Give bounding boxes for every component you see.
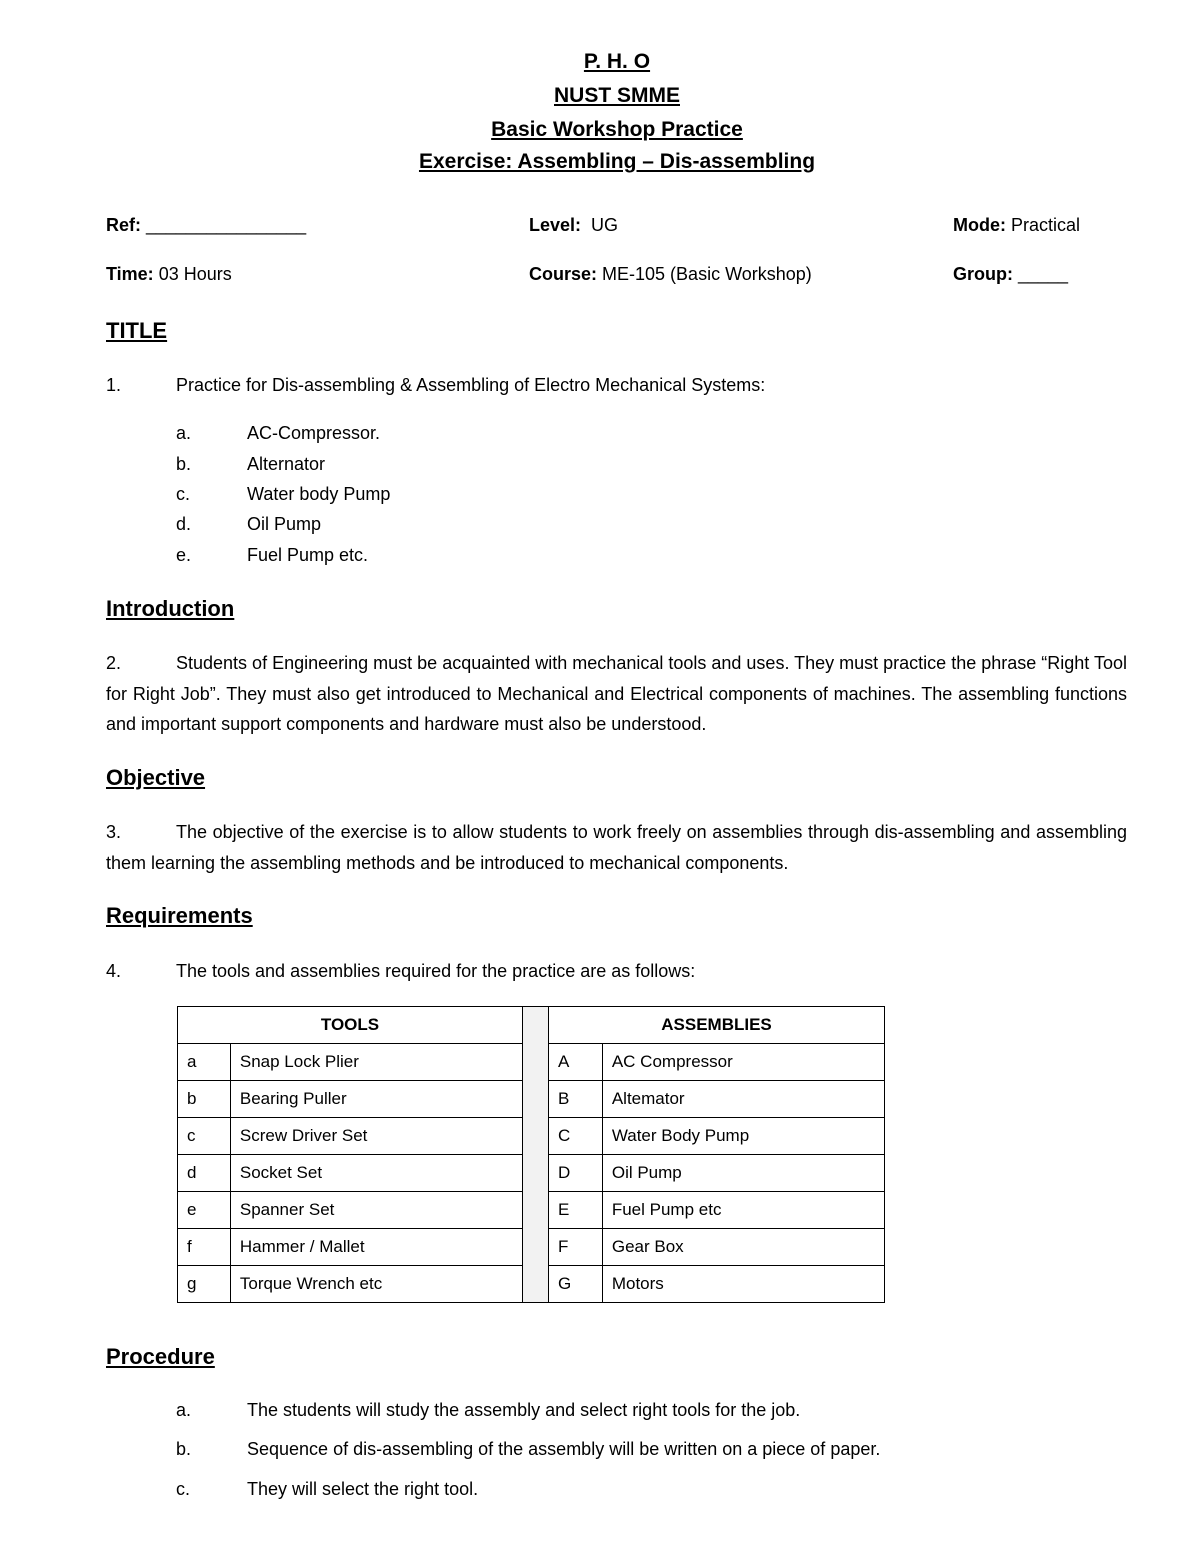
tool-name: Spanner Set: [230, 1192, 522, 1229]
tool-name: Bearing Puller: [230, 1081, 522, 1118]
ref-label: Ref:: [106, 215, 141, 235]
assembly-name: Fuel Pump etc: [602, 1192, 884, 1229]
assembly-id: A: [549, 1044, 603, 1081]
assembly-id: B: [549, 1081, 603, 1118]
assembly-id: G: [549, 1266, 603, 1303]
list-marker: c.: [176, 484, 191, 504]
group-value: _____: [1018, 264, 1069, 284]
tools-table: [177, 1006, 523, 1303]
tool-name: Snap Lock Plier: [230, 1044, 522, 1081]
mode-value: Practical: [1011, 215, 1081, 235]
table-row: [178, 1118, 523, 1155]
requirements-paragraph: [106, 956, 1127, 987]
list-marker: b.: [176, 454, 192, 474]
assembly-name: Water Body Pump: [602, 1118, 884, 1155]
meta-course: [529, 264, 812, 285]
header-institution: NUST SMME: [554, 84, 680, 107]
ref-value: ________________: [146, 215, 307, 235]
list-marker: a.: [176, 423, 192, 443]
list-marker: e.: [176, 545, 192, 565]
assembly-name: Motors: [602, 1266, 884, 1303]
tool-id: c: [178, 1118, 231, 1155]
assembly-id: D: [549, 1155, 603, 1192]
section-heading-objective: Objective: [106, 765, 206, 790]
table-row: [549, 1118, 885, 1155]
tools-table-header: TOOLS: [178, 1007, 523, 1044]
tool-name: Hammer / Mallet: [230, 1229, 522, 1266]
assembly-id: E: [549, 1192, 603, 1229]
meta-level: [529, 215, 618, 236]
group-label: Group:: [953, 264, 1013, 284]
table-row: [178, 1266, 523, 1303]
tool-id: e: [178, 1192, 231, 1229]
assembly-name: AC Compressor: [602, 1044, 884, 1081]
meta-mode: [953, 215, 1080, 236]
table-row: [549, 1229, 885, 1266]
list-text: The students will study the assembly and select right tools for the job.: [247, 1400, 801, 1420]
course-value: ME-105 (Basic Workshop): [602, 264, 812, 284]
section-heading-introduction: Introduction: [106, 596, 235, 621]
paragraph-number: 4.: [106, 961, 122, 981]
level-label: Level:: [529, 215, 582, 235]
assemblies-table-header: ASSEMBLIES: [549, 1007, 885, 1044]
list-marker: a.: [176, 1400, 192, 1420]
header-subject: Basic Workshop Practice: [491, 118, 743, 141]
list-text: They will select the right tool.: [247, 1479, 479, 1499]
list-text: AC-Compressor.: [247, 423, 381, 443]
meta-group: [953, 264, 1068, 285]
tool-name: Socket Set: [230, 1155, 522, 1192]
tool-name: Screw Driver Set: [230, 1118, 522, 1155]
table-row: [178, 1044, 523, 1081]
tool-id: g: [178, 1266, 231, 1303]
table-row: [178, 1192, 523, 1229]
section-heading-requirements: Requirements: [106, 903, 253, 928]
tool-id: a: [178, 1044, 231, 1081]
assembly-name: Oil Pump: [602, 1155, 884, 1192]
meta-time: [106, 264, 232, 285]
list-text: Sequence of dis-assembling of the assembly will be written on a piece of paper.: [247, 1439, 881, 1459]
meta-ref: [106, 215, 306, 236]
tool-id: f: [178, 1229, 231, 1266]
table-row: [178, 1081, 523, 1118]
table-row: [549, 1266, 885, 1303]
paragraph-text: Students of Engineering must be acquainted with mechanical tools and uses. They must practice the phrase “Right Tool for Right Job”. They must also get introduced to Mechanical and Electrical components of machines. The assembling functions and important support components and hardware must also be understood.: [106, 653, 1127, 734]
list-marker: b.: [176, 1439, 192, 1459]
paragraph-number: 2.: [106, 653, 122, 673]
time-value: 03 Hours: [158, 264, 232, 284]
paragraph-text: The objective of the exercise is to allow students to work freely on assemblies through dis-assembling and assembling them learning the assembling methods and be introduced to mechanical components.: [106, 822, 1127, 873]
table-row: [549, 1081, 885, 1118]
assembly-name: Altemator: [602, 1081, 884, 1118]
assembly-name: Gear Box: [602, 1229, 884, 1266]
paragraph-number: 3.: [106, 822, 122, 842]
table-row: [178, 1155, 523, 1192]
section-heading-title: TITLE: [106, 318, 168, 343]
header-pho: P. H. O: [583, 50, 651, 73]
introduction-paragraph: [106, 648, 1127, 740]
assemblies-table: [548, 1006, 885, 1303]
table-row: [178, 1229, 523, 1266]
tool-name: Torque Wrench etc: [230, 1266, 522, 1303]
list-text: Fuel Pump etc.: [247, 545, 369, 565]
tool-id: b: [178, 1081, 231, 1118]
header-exercise: Exercise: Assembling – Dis-assembling: [418, 150, 816, 173]
mode-label: Mode:: [953, 215, 1006, 235]
list-text: Oil Pump: [247, 514, 322, 534]
assembly-id: C: [549, 1118, 603, 1155]
time-label: Time:: [106, 264, 154, 284]
list-text: Water body Pump: [247, 484, 391, 504]
objective-paragraph: [106, 817, 1127, 878]
list-text: Alternator: [247, 454, 326, 474]
table-row: [549, 1044, 885, 1081]
section-heading-procedure: Procedure: [106, 1344, 215, 1369]
paragraph-text: The tools and assemblies required for the practice are as follows:: [176, 961, 696, 981]
table-spacer-column: [523, 1006, 548, 1303]
table-row: [549, 1155, 885, 1192]
list-marker: c.: [176, 1479, 191, 1499]
paragraph-text: Practice for Dis-assembling & Assembling of Electro Mechanical Systems:: [176, 375, 766, 395]
list-marker: d.: [176, 514, 192, 534]
assembly-id: F: [549, 1229, 603, 1266]
course-label: Course:: [529, 264, 598, 284]
title-paragraph: [106, 370, 1127, 401]
level-value: UG: [591, 215, 619, 235]
tool-id: d: [178, 1155, 231, 1192]
paragraph-number: 1.: [106, 375, 122, 395]
table-row: [549, 1192, 885, 1229]
